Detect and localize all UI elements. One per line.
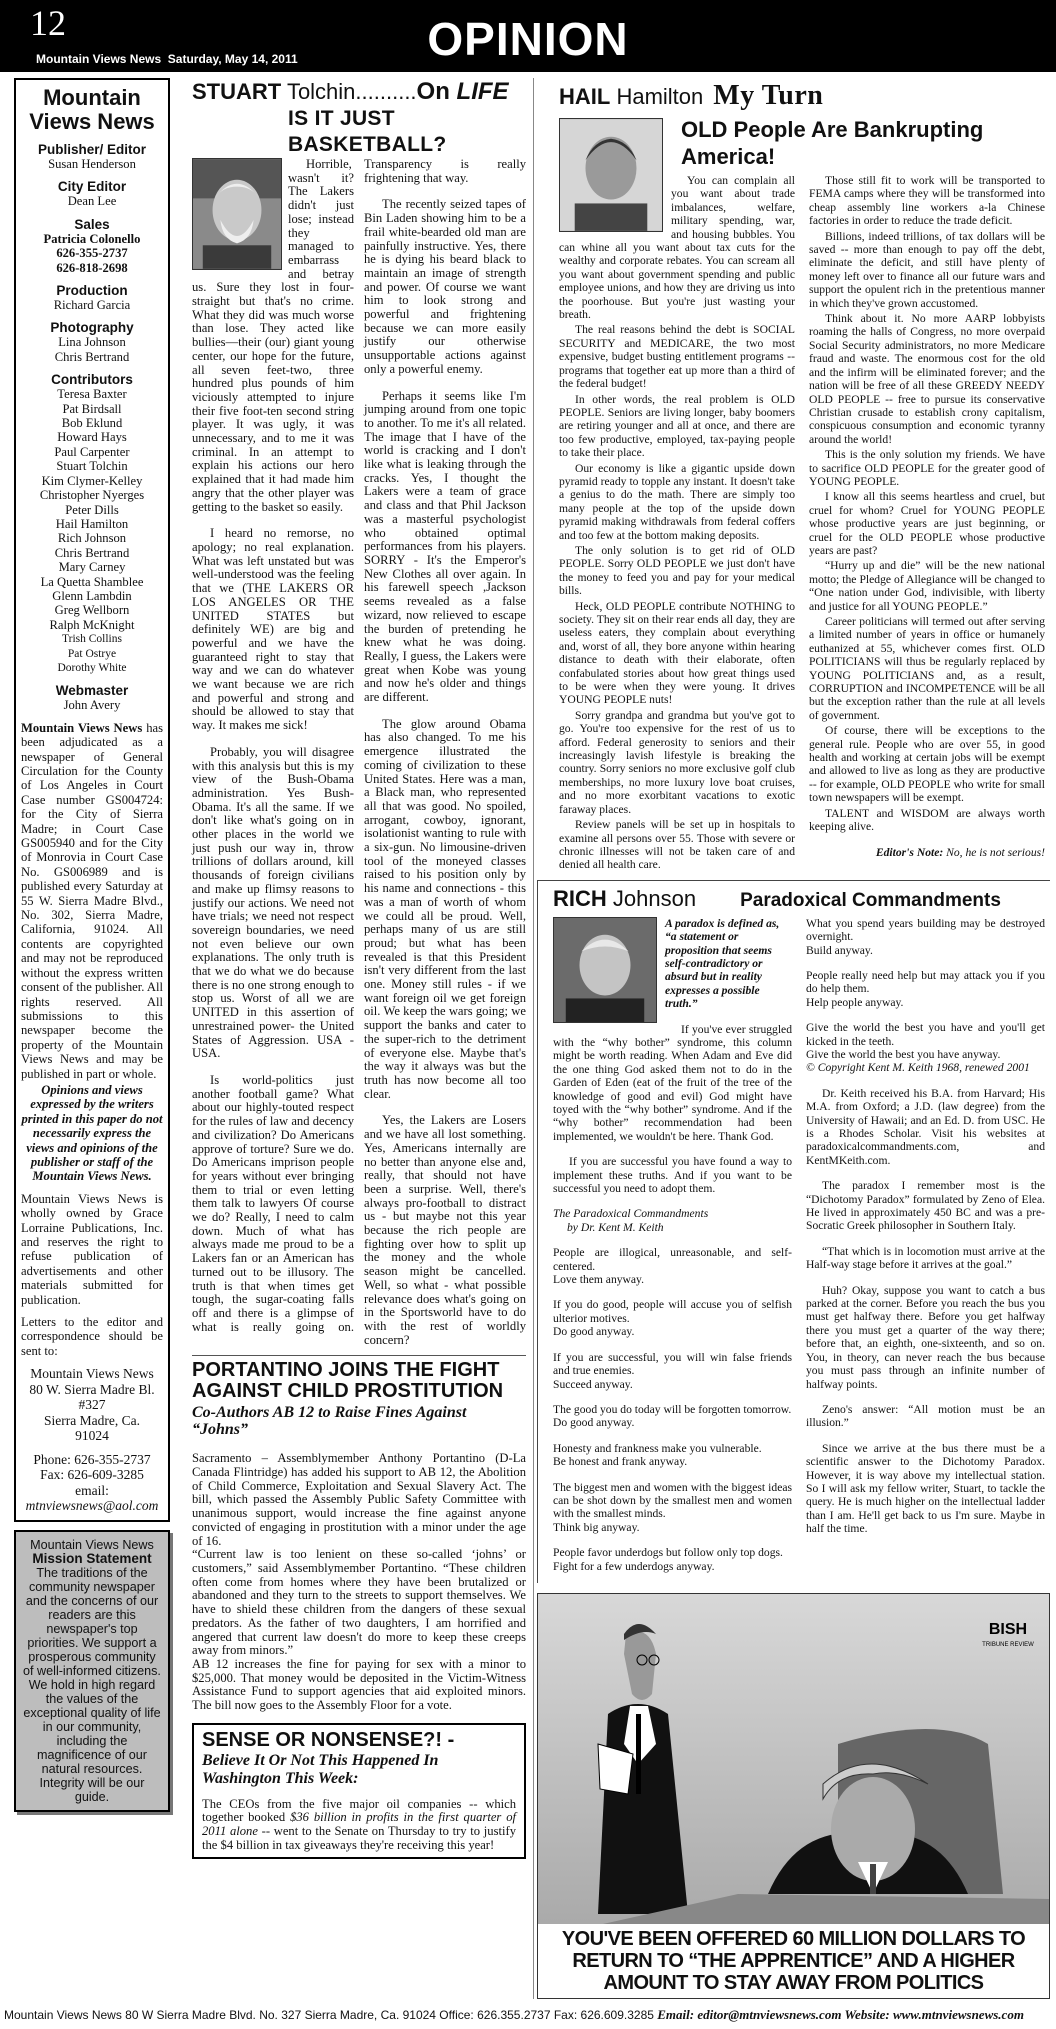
paragraph: AB 12 increases the fine for paying for sex with a minor to $25,000. That money would be deposited in the Victim-Witness Assistance Fund to support agencies that aid exploited minors. The bill now goes to the Assembly Floor for a vote. <box>192 1656 526 1713</box>
paragraph: In other words, the real problem is OLD PEOPLE. Seniors are living longer, baby boomers are retiring younger and all at once, and there are too few productive, employed, tax-paying people to take their place. <box>559 392 795 460</box>
paragraph: Horrible, wasn't it? The Lakers didn't just lose; instead they managed to embarrass and betray us. Sure they lost in four-straight but that's no crime. What they did was much worse than lose. They acted like bullies—their (our) giant young center, our hope for the future, all seven feet-two, three hundred plus pounds of him viciously attempted to injure their five foot-ten second string player. It was ugly, it was unnecessary, and to me it was criminal. In an attempt to explain his actions our hero explained that it had made him angry that the other player was getting to the basket so easily. <box>192 157 354 514</box>
page-columns <box>0 72 1056 1999</box>
staff-name: Ralph McKnight <box>49 617 135 632</box>
staff-name: John Avery <box>63 698 121 713</box>
footer-email-label: Email: <box>657 2006 695 2022</box>
commandment-statement: The good you do today will be forgotten tomorrow. <box>553 1402 792 1416</box>
commandment <box>553 1246 792 1286</box>
paragraph: If you've ever struggled with the “why bother” syndrome, this column might be worth reading. When Adam and Eve did the one thing God asked them not to do in the Garden of Eden (eat of the fruit of the tree of the knowledge of good and evil) God might have toyed with the “why bother” syndrome. And if the “why bother” recommendation had been implemented, we wouldn't be here. Thank God. <box>553 1022 792 1143</box>
commandment-response: Fight for a few underdogs anyway. <box>553 1559 715 1573</box>
masthead-sidebar <box>14 78 170 1522</box>
commandment-statement: What you spend years building may be destroyed overnight. <box>806 916 1045 944</box>
staff-name: Christopher Nyerges <box>39 488 145 503</box>
hail-article <box>537 78 1050 880</box>
staff-name: Hail Hamilton <box>55 516 129 531</box>
commandment-statement: Give the world the best you have and you'll get kicked in the teeth. <box>806 1021 1045 1048</box>
paragraph: Yes, the Lakers are Losers and we have all lost something. Yes, Americans internally are no better than anyone else and, really, that should not have been a surprise. Well, there's always pro-football to distract us - but maybe not this year because the rich people are fighting over how to split up the money and the whole season might be cancelled. Well, so what - what possible relevance does what's going on in the Sportsworld have to do with the rest of worldly concern? <box>364 1113 526 1347</box>
author-first: STUART <box>192 79 282 104</box>
stuart-article-body <box>192 158 526 1347</box>
commandments-title: The Paradoxical Commandments <box>553 1207 709 1221</box>
right-column <box>537 78 1050 1999</box>
hail-column-header <box>559 80 1045 112</box>
author-last: Hamilton <box>616 84 704 109</box>
author-photo-rich <box>553 917 657 1023</box>
sense-or-nonsense-box <box>192 1723 526 1859</box>
editors-note-label: Editor's Note: <box>875 845 944 859</box>
author-first: RICH <box>553 885 607 911</box>
mailing-address <box>21 1366 163 1444</box>
paragraph: If you are successful you have found a way to implement these truths. And if you want to be successful you need to adopt them. <box>553 1155 792 1196</box>
contact-line: mtnviewsnews@aol.com <box>25 1498 159 1514</box>
cartoonist-affiliation: TRIBUNE REVIEW <box>982 1641 1034 1648</box>
disclaimer: Opinions and views expressed by the writers printed in this paper do not necessarily express the views and opinions of the publisher or staff of the Mountain Views News. <box>21 1082 163 1184</box>
address-line: #327 <box>78 1397 106 1413</box>
paragraph: Zeno's answer: “All motion must be an illusion.” <box>806 1402 1045 1430</box>
mission-title: Mission Statement <box>32 1550 152 1566</box>
copyright: © Copyright Kent M. Keith 1968, renewed 2001 <box>806 1061 1030 1075</box>
paragraph: The paradox I remember most is the “Dichotomy Paradox” formulated by Zeno of Elea. He lived in approximately 450 BC and was a pre-Socratic Greek philosopher in Southern Italy. <box>806 1179 1045 1233</box>
contact-line: Fax: 626-609-3285 <box>40 1467 144 1483</box>
staff-name: Glenn Lambdin <box>52 588 132 603</box>
address-line: Sierra Madre, Ca. <box>44 1412 140 1428</box>
commandment <box>806 969 1045 1009</box>
portantino-subhead: Co-Authors AB 12 to Raise Fines Against “Johns” <box>192 1404 467 1439</box>
staff-name: Howard Hays <box>57 430 127 445</box>
staff-name: Dean Lee <box>67 194 117 209</box>
staff-name: 626-818-2698 <box>56 260 128 275</box>
rich-column-header <box>553 885 1045 913</box>
page-header <box>0 0 1056 72</box>
paragraph: The only solution is to get rid of OLD PEOPLE. Sorry OLD PEOPLE we just don't have the money to feed you and pay for your medical bills. <box>559 543 795 598</box>
portantino-body <box>192 1452 526 1712</box>
portantino-article <box>192 1355 526 1712</box>
staff-role: Production <box>56 283 128 299</box>
staff-name: Dorothy White <box>57 661 127 674</box>
column-name: My Turn <box>713 80 824 111</box>
sense-title: SENSE OR NONSENSE?! - <box>202 1728 455 1751</box>
staff-name: Chris Bertrand <box>54 545 130 560</box>
paragraph: Sacramento – Assemblymember Anthony Portantino (D-La Canada Flintridge) has added his support to AB 12, the Abolition of Child Commerce, Exploitation and Sexual Slavery Act. The bill, which passed the Assembly Public Safety Committee with unanimous support, would increase the fine against anyone convicted of engaging in prostitution with a minor under the age of 16. <box>192 1451 526 1548</box>
masthead-staff <box>21 142 163 713</box>
paragraph: This is the only solution my friends. We have to sacrifice OLD PEOPLE for the greater good of YOUNG PEOPLE. <box>809 448 1045 488</box>
paragraph: Those still fit to work will be transported to FEMA camps where they will be transformed into cheap assembly line workers a-la Chinese factories in order to reduce the trade deficit. <box>809 174 1045 228</box>
staff-name: La Quetta Shamblee <box>40 574 144 589</box>
mission-text: The traditions of the community newspaper and the concerns of our readers are this newspaper's top priorities. We support a prosperous community of well-informed citizens. We hold in high regard the values of the exceptional quality of life in our community, including the magnificence of our natural resources. Integrity will be our guide. <box>23 1565 161 1804</box>
commandment-response: Be honest and frank anyway. <box>553 1455 688 1469</box>
author-photo-stuart <box>192 158 282 270</box>
footer-email[interactable]: editor@mtnviewsnews.com <box>694 2006 845 2022</box>
commandment-statement: If you are successful, you will win false friends and true enemies. <box>553 1350 792 1378</box>
sense-text-italic: $36 billion in profits in the first quarter of 2011 alone <box>202 1810 516 1839</box>
commandment <box>553 1298 792 1338</box>
cartoon-caption: YOU'VE BEEN OFFERED 60 MILLION DOLLARS TO RETURN TO “THE APPRENTICE” AND A HIGHER AMOUNT TO STAY AWAY FROM POLITICS <box>561 1927 1026 1994</box>
page-number: 12 <box>30 3 66 43</box>
political-cartoon <box>537 1593 1050 1999</box>
staff-name: Bob Eklund <box>61 416 123 431</box>
ownership-notice: Mountain Views News is wholly owned by Grace Lorraine Publications, Inc. and reserves the right to refuse publication of advertisements and other materials submitted for publication. <box>21 1191 163 1307</box>
hail-article-body <box>559 174 1045 872</box>
footer-website-label: Website: <box>844 2006 890 2022</box>
portantino-headline: PORTANTINO JOINS THE FIGHT AGAINST CHILD PROSTITUTION <box>192 1359 504 1403</box>
staff-name: Rich Johnson <box>57 531 127 546</box>
rich-article <box>537 880 1050 1583</box>
staff-name: Trish Collins <box>62 633 122 646</box>
paragraph: Career politicians will termed out after serving a limited number of years in office or humanely euthanized at 55, whichever comes first. OLD POLITICIANS will thus be regularly replaced by YOUNG POLITICIANS and, as a result, CORRUPTION and INCOMPETENCE will be all but the exception rather than the rule at all levels of government. <box>809 615 1045 722</box>
page-footer <box>0 1999 1056 2029</box>
paragraph: Of course, there will be exceptions to the general rule. People who are over 55, in good health and working at certain jobs will be exempt and allowed to live as long as they are productive -- for example, OLD PEOPLE who write for small town newspapers will be exempt. <box>809 724 1045 805</box>
footer-website[interactable]: www.mtnviewsnews.com <box>889 2006 1024 2022</box>
editors-note <box>809 846 1045 859</box>
staff-name: Mary Carney <box>58 560 126 575</box>
mission-statement <box>14 1530 170 1812</box>
letters-notice: Letters to the editor and correspondence should be sent to: <box>21 1315 163 1358</box>
paragraph: TALENT and WISDOM are always worth keeping alive. <box>809 806 1045 834</box>
paragraph: Is world-politics just another football game? What about our highly-touted respect for the rules of law and decency and civilization? Do Americans approve of torture? Sure we do. Do Americans imprison people for years without ever bringing them to trial or even letting them talk to lawyers Of course we do? Really, I need to calm down. Much of what has always made me proud to be a Lakers fan or an American has turned out to be illusory. The truth is that when times get tough, the sugar-coating falls off and there is a glimpse of what is really going on. Transparency is really frightening that way. <box>192 157 526 1334</box>
legal-text: has been adjudicated as a newspaper of General Circulation for the County of Los Angeles in Court Case number GS004724: for the City of Sierra Madre; in Court Case GS005940 and for the City of Monrovia in Court Case No. GS006989 and is published every Saturday at 55 W. Sierra Madre Blvd., No. 302, Sierra Madre, California, 91024. All contents are copyrighted and may not be reproduced without the express written consent of the publisher. All rights reserved. All submissions to this newspaper become the property of the Mountain Views News and may be published in part or whole. <box>21 720 163 1081</box>
hail-headline: OLD People Are Bankrupting America! <box>681 117 984 169</box>
rich-article-body <box>553 917 1045 1573</box>
paragraph: You can complain all you want about trade imbalances, welfare, military spending, war, and housing bubbles. You can whine all you want about tax cuts for the wealthy and corporate rebates. You can scream all you want about government spending and public employee unions, and how they are driving us into the poorhouse. But you're just wasting your breath. <box>559 174 795 322</box>
staff-name: Stuart Tolchin <box>56 459 128 474</box>
commandment-statement: People are illogical, unreasonable, and self-centered. <box>553 1246 792 1273</box>
commandment-response: Do good anyway. <box>553 1416 635 1430</box>
paragraph: “Hurry up and die” will be the new national motto; the Pledge of Allegiance will be changed to “One nation under God, indivisible, with liberty and justice for all YOUNG PEOPLE.” <box>809 559 1045 613</box>
commandment <box>553 1481 792 1535</box>
author-photo-hail <box>559 118 663 232</box>
paragraph: The glow around Obama has also changed. To me his emergence illustrated the coming of civilization to these United States. Here was a man, a Black man, who represented all that was good. No spoiled, arrogant, cowboy, ignorant, isolationist wanting to rule with a six-gun. No limousine-driven tool of the moneyed classes raised to his position only by his name and connections - this was a man of worth of whom we could all be proud. Well, perhaps many of us are still proud; but what has been revealed is that this President isn't very different from the last one. Money still rules - if we want foreign oil we get foreign oil. We keep the wars going; we support the banks and cater to the super-rich to the detriment of everyone else. Maybe that's the way it always was but the truth has now become all too clear. <box>364 716 526 1101</box>
sense-subtitle: Believe It Or Not This Happened In Washington This Week: <box>202 1751 439 1787</box>
staff-name: Pat Ostrye <box>67 647 117 660</box>
paragraph: I heard no remorse, no apology; no real explanation. What was left unstated but was well-understood was the feeling that we (THE LAKERS OR LOS ANGELES OR THE UNITED STATES but definitely WE) are big and powerful and we have the guaranteed right to stay that way and we can do whatever we want because we are rich and powerful and strong and should be allowed to stay that way. It makes me sick! <box>192 526 354 733</box>
paragraph: Since we arrive at the bus there must be a scientific answer to the Dichotomy Paradox. However, it is way above my intellectual station. So I will ask my fellow writer, Stuart, to tackle the query. He is much higher on the intellectual ladder than I am. He'll get back to us I'm sure. Maybe in half the time. <box>806 1441 1045 1536</box>
commandment-statement: Honesty and frankness make you vulnerable. <box>553 1441 762 1455</box>
staff-role: Sales <box>74 216 110 232</box>
staff-name: Pat Birdsall <box>62 401 122 416</box>
paragraph: Billions, indeed trillions, of tax dollars will be saved -- more than enough to pay off the debt, eliminate the deficit, and still have plenty of money left over to finance all our future wars and support the opulent rich in the pretentious manner in which they've grown accustomed. <box>809 229 1045 310</box>
paragraph: Dr. Keith received his B.A. from Harvard; His M.A. from Oxford; a J.D. (law degree) from the University of Hawaii; and an Ed. D. from USC. He is a Rhodes Scholar. Visit his websites at paradoxicalcommandments.com, and KentMKeith.com. <box>806 1086 1045 1167</box>
commandment <box>806 1021 1045 1061</box>
commandment <box>553 1546 792 1573</box>
footer-address: Mountain Views News 80 W Sierra Madre Blvd. No. 327 Sierra Madre, Ca. 91024 Office: 626.355.2737 Fax: 626.609.3285 <box>4 2007 658 2022</box>
cartoonist-signature: BISH <box>988 1620 1028 1638</box>
commandment-response: Succeed anyway. <box>553 1377 633 1391</box>
commandment <box>553 1403 792 1430</box>
commandment-statement: People really need help but may attack you if you do help them. <box>806 968 1045 996</box>
paragraph: Probably, you will disagree with this analysis but this is my view of the Bush-Obama administration. Yes Bush-Obama. It's all the same. If we don't like what's going on in other places in the world we just push our way in, throw trillions of dollars around, kill thousands of foreign civilians and make up flimsy reasons to justify our actions. We need not have trials; we need not respect sovereign boundaries, we need not even believe our own explanations. The only truth is that we do what we do because there is no one strong enough to stop us. Worst of all we are UNITED in this assertion of unrestrained power- the United States of Aggression. USA - USA. <box>192 744 354 1061</box>
staff-role: Publisher/ Editor <box>37 142 146 157</box>
address-line: 80 W. Sierra Madre Bl. <box>29 1381 155 1397</box>
commandment <box>553 1442 792 1469</box>
section-title: OPINION <box>427 13 629 65</box>
column-name: Paradoxical Commandments <box>740 889 1001 911</box>
staff-name: Chris Bertrand <box>54 349 130 364</box>
column-name: On <box>416 78 457 105</box>
paragraph: Review panels will be set up in hospitals to examine all persons over 55. Those with severe or chronic illnesses will not be taken care of and denied all health care. <box>559 818 795 872</box>
staff-name: Susan Henderson <box>48 157 136 171</box>
author-last: Johnson <box>612 885 697 911</box>
contact-line: email: <box>75 1482 109 1498</box>
staff-role: City Editor <box>57 179 127 195</box>
issue-date: Mountain Views News Saturday, May 14, 2011 <box>36 52 298 66</box>
address-line: Mountain Views News <box>30 1366 154 1382</box>
paragraph: “That which is in locomotion must arrive at the Half-way stage before it arrives at the goal.” <box>806 1244 1045 1272</box>
masthead-title: Mountain Views News <box>29 85 155 134</box>
column-name-italic: LIFE <box>456 78 509 105</box>
staff-name: Patricia Colonello <box>43 231 141 246</box>
paragraph: I know all this seems heartless and cruel, but cruel for whom? Cruel for YOUNG PEOPLE whose productive years are just beginning, or cruel for the OLD PEOPLE whose productive years are past? <box>809 490 1045 557</box>
sense-body <box>202 1798 516 1853</box>
staff-name: Richard Garcia <box>53 298 131 313</box>
commandment-statement: People favor underdogs but follow only top dogs. <box>553 1546 783 1560</box>
paragraph: Heck, OLD PEOPLE contribute NOTHING to society. They sit on their rear ends all day, they are useless eaters, they complain about everything and, worst of all, they bore anyone within hearing distance to death with their elaborate, often confabulated stories about how great things used to be were when they were young. It drives YOUNG PEOPLE nuts! <box>559 599 795 707</box>
author-last: Tolchin.......... <box>286 79 417 104</box>
paragraph: “Current law is too lenient on these so-called ‘johns’ or customers,” said Assemblymember Portantino. “These children often come from homes where they have been brutalized or abandoned and they turn to the streets to support themselves. We have to shield these children from the dangers of these sexual predators. As the father of two daughters, I am horrified and angered that current law doesn't do more to keep these creeps away from minors.” <box>192 1547 526 1658</box>
commandments-author: by Dr. Kent M. Keith <box>567 1220 664 1234</box>
left-column <box>14 78 170 1812</box>
commandment-response: Help people anyway. <box>806 995 904 1009</box>
legal-name: Mountain Views News <box>21 720 143 735</box>
paragraph: Think about it. No more AARP lobbyists roaming the halls of Congress, no more overpaid Social Security administrators, no more Medicare fraud and waste. The enormous cost for the old and the infirm will be eliminated forever; and the nation will be free of all these GREEDY NEEDY OLD PEOPLE -- free to pursue its conservative Christian crusade to establish crony capitalism, conspicuous consumption and economic tyranny around the world! <box>809 312 1045 446</box>
staff-role: Contributors <box>51 372 133 388</box>
editors-note-text: No, he is not serious! <box>943 845 1045 859</box>
paragraph: The recently seized tapes of Bin Laden showing him to be a frail white-bearded old man are painfully instructive. Yes, there he is dying his beard black to maintain an image of strength and power. Of course we want him to look strong and powerful and frightening because we can more easily justify our otherwise unsupportable actions against only a powerful enemy. <box>364 197 526 376</box>
contact-line: Phone: 626-355-2737 <box>33 1451 151 1467</box>
paragraph: Huh? Okay, suppose you want to catch a bus parked at the corner. Before you reach the bus you must get halfway there. Before you get halfway there you must get a quarter of the way there; before that, an eighth, one-sixteenth, and so on. You, in theory, can never reach the bus because you must pass through an infinite number of halfway points. <box>806 1283 1045 1391</box>
sense-text: The CEOs from the five major oil companies -- which together booked <box>202 1796 516 1825</box>
staff-name: Kim Clymer-Kelley <box>41 473 143 488</box>
paragraph: Our economy is like a gigantic upside down pyramid ready to topple any instant. It doesn't take a genius to do the math. There are simply too many people at the top of the upside down pyramid making withdrawals from federal coffers and too few at the bottom making deposits. <box>559 461 795 542</box>
commandment <box>806 917 1045 957</box>
staff-name: Paul Carpenter <box>54 444 130 459</box>
paragraph: The real reasons behind the debt is SOCIAL SECURITY and MEDICARE, the two most expensive, budget busting entitlement programs -- programs that together eat up more than a third of the federal budget! <box>559 323 795 391</box>
commandment <box>553 1351 792 1391</box>
mission-name: Mountain Views News <box>30 1537 154 1552</box>
commandment-response: Love them anyway. <box>553 1273 645 1287</box>
contact-info <box>21 1452 163 1514</box>
staff-role: Photography <box>50 320 134 336</box>
commandment-response: Think big anyway. <box>553 1520 640 1534</box>
commandment-statement: If you do good, people will accuse you of selfish ulterior motives. <box>553 1298 792 1325</box>
legal-notice <box>21 721 163 1081</box>
column-divider <box>533 78 534 1999</box>
staff-name: Teresa Baxter <box>57 387 127 402</box>
staff-name: Greg Wellborn <box>54 603 130 618</box>
paragraph: Perhaps it seems like I'm jumping around from one topic to another. To me it's all related. The image that I have of the world is cracking and I don't like what is leaking through the cracks. Yes, I thought the Lakers were a team of grace and class and that Phil Jackson was a masterful psychologist who obtained optimal performances from his players. SORRY - It's the Emperor's New Clothes all over again. In his farewell speech ,Jackson seems revealed as a false wizard, now relieved to escape the burden of pretending he knew what he was doing. Really, I guess, the Lakers were great when Kobe was young and now he's older and things are different. <box>364 388 526 705</box>
staff-role: Webmaster <box>55 683 129 699</box>
paradox-definition: A paradox is defined as, “a statement or proposition that seems self-contradictory or absurd but in reality expresses a possible truth.” <box>665 916 780 1011</box>
staff-name: 626-355-2737 <box>56 246 128 261</box>
paragraph: Sorry grandpa and grandma but you've got to go. You're too expensive for the rest of us to afford. Federal generosity to seniors and their increasingly lavish lifestyle is breaking the country. Sorry seniors no more exclusive golf club memberships, no more luxury love boat cruises, and no more exorbitant vacations to exotic faraway places. <box>559 708 795 816</box>
commandment-statement: The biggest men and women with the biggest ideas can be shot down by the smallest men and women with the smallest minds. <box>553 1480 792 1521</box>
staff-name: Peter Dills <box>65 502 119 517</box>
stuart-headline: IS IT JUST BASKETBALL? <box>288 107 447 156</box>
stuart-column-header <box>192 78 526 106</box>
staff-name: Lina Johnson <box>58 335 126 350</box>
center-column <box>192 78 526 1859</box>
sense-text-end: -- went to the Senate on Thursday to try to justify the $4 billion in tax giveaways they're receiving this year! <box>202 1824 516 1852</box>
commandment-response: Build anyway. <box>806 943 873 957</box>
address-line: 91024 <box>75 1428 109 1444</box>
commandment-response: Do good anyway. <box>553 1325 635 1339</box>
commandment-response: Give the world the best you have anyway. <box>806 1047 1001 1061</box>
author-first: HAIL <box>559 84 611 109</box>
